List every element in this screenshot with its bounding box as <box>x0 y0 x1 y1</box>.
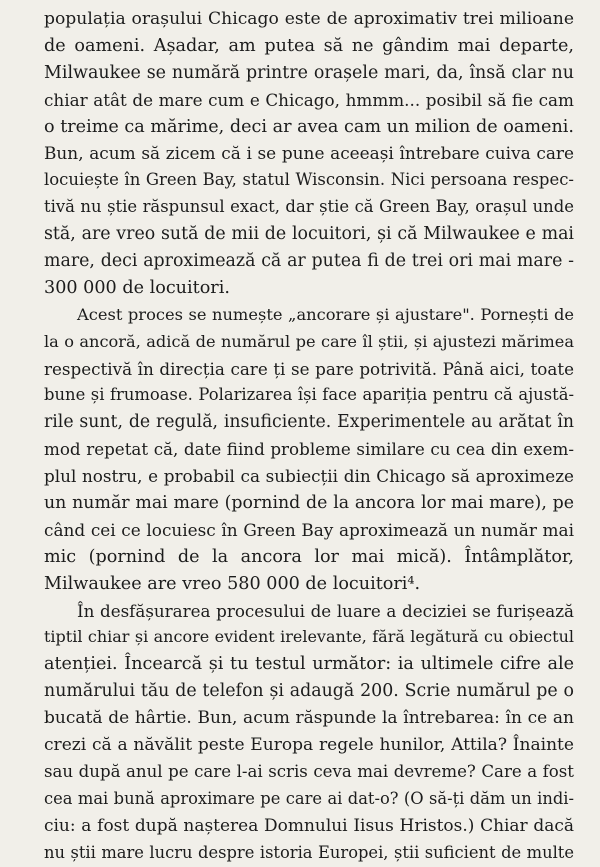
text-line: la o ancoră, adică de numărul pe care îl știi, și ajustezi mărimea <box>44 331 574 351</box>
text-line: tiptil chiar și ancore evident irelevante, fără legătură cu obiectul <box>44 627 574 647</box>
text-line: când cei ce locuiesc în Green Bay aproximează un număr mai <box>44 519 574 540</box>
text-line: Milwaukee se numără printre orașele mari, da, însă clar nu <box>44 62 574 83</box>
text-line: atenției. Încearcă și tu testul următor: ia ultimele cifre ale <box>44 654 574 675</box>
text-line: Milwaukee are vreo 580 000 de locuitori⁴. <box>44 573 421 594</box>
text-line: bune și frumoase. Polarizarea își face apariția pentru că ajustă- <box>44 385 574 405</box>
text-line: locuiește în Green Bay, statul Wisconsin. Nici persoana respec- <box>44 170 574 190</box>
text-line: o treime ca mărime, deci ar avea cam un milion de oameni. <box>44 116 574 137</box>
text-line: un număr mai mare (pornind de la ancora lor mai mare), pe <box>44 493 574 514</box>
text-line: nu știi mare lucru despre istoria Europei, știi suficient de multe <box>44 842 574 862</box>
text-line: cea mai bună aproximare pe care ai dat-o? (O să-ți dăm un indi- <box>44 788 574 808</box>
body-text <box>44 6 574 867</box>
text-line: ciu: a fost după nașterea Domnului Iisus Hristos.) Chiar dacă <box>44 815 574 836</box>
text-line: Acest proces se numește „ancorare și ajustare". Pornești de <box>77 304 574 324</box>
text-line: sau după anul pe care l-ai scris ceva mai devreme? Care a fost <box>44 761 574 781</box>
text-line: plul nostru, e probabil ca subiecții din Chicago să aproximeze <box>44 466 574 487</box>
text-line: mic (pornind de la ancora lor mai mică). Întâmplător, <box>44 546 574 567</box>
text-line: numărului tău de telefon și adaugă 200. Scrie numărul pe o <box>44 681 574 702</box>
text-line: de oameni. Așadar, am putea să ne gândim mai departe, <box>44 35 574 56</box>
text-line: 300 000 de locuitori. <box>44 277 230 298</box>
text-line: chiar atât de mare cum e Chicago, hmmm... posibil să fie cam <box>44 89 574 110</box>
text-line: crezi că a năvălit peste Europa regele hunilor, Attila? Înainte <box>44 735 574 756</box>
text-line: populația orașului Chicago este de aproximativ trei milioane <box>44 9 574 29</box>
text-line: mod repetat că, date fiind probleme similare cu cea din exem- <box>44 439 574 460</box>
text-line: rile sunt, de regulă, insuficiente. Experimentele au arătat în <box>44 412 574 433</box>
text-line: stă, are vreo sută de mii de locuitori, și că Milwaukee e mai <box>44 224 574 245</box>
text-line: Bun, acum să zicem că i se pune aceeași întrebare cuiva care <box>44 143 574 164</box>
text-line: respectivă în direcția care ți se pare potrivită. Până aici, toate <box>44 358 574 379</box>
text-line: În desfășurarea procesului de luare a deciziei se furișează <box>77 600 574 621</box>
text-line: tivă nu știe răspunsul exact, dar știe că Green Bay, orașul unde <box>44 197 574 217</box>
text-line: bucată de hârtie. Bun, acum răspunde la întrebarea: în ce an <box>44 708 574 729</box>
text-line: mare, deci aproximează că ar putea fi de trei ori mai mare - <box>44 251 574 272</box>
